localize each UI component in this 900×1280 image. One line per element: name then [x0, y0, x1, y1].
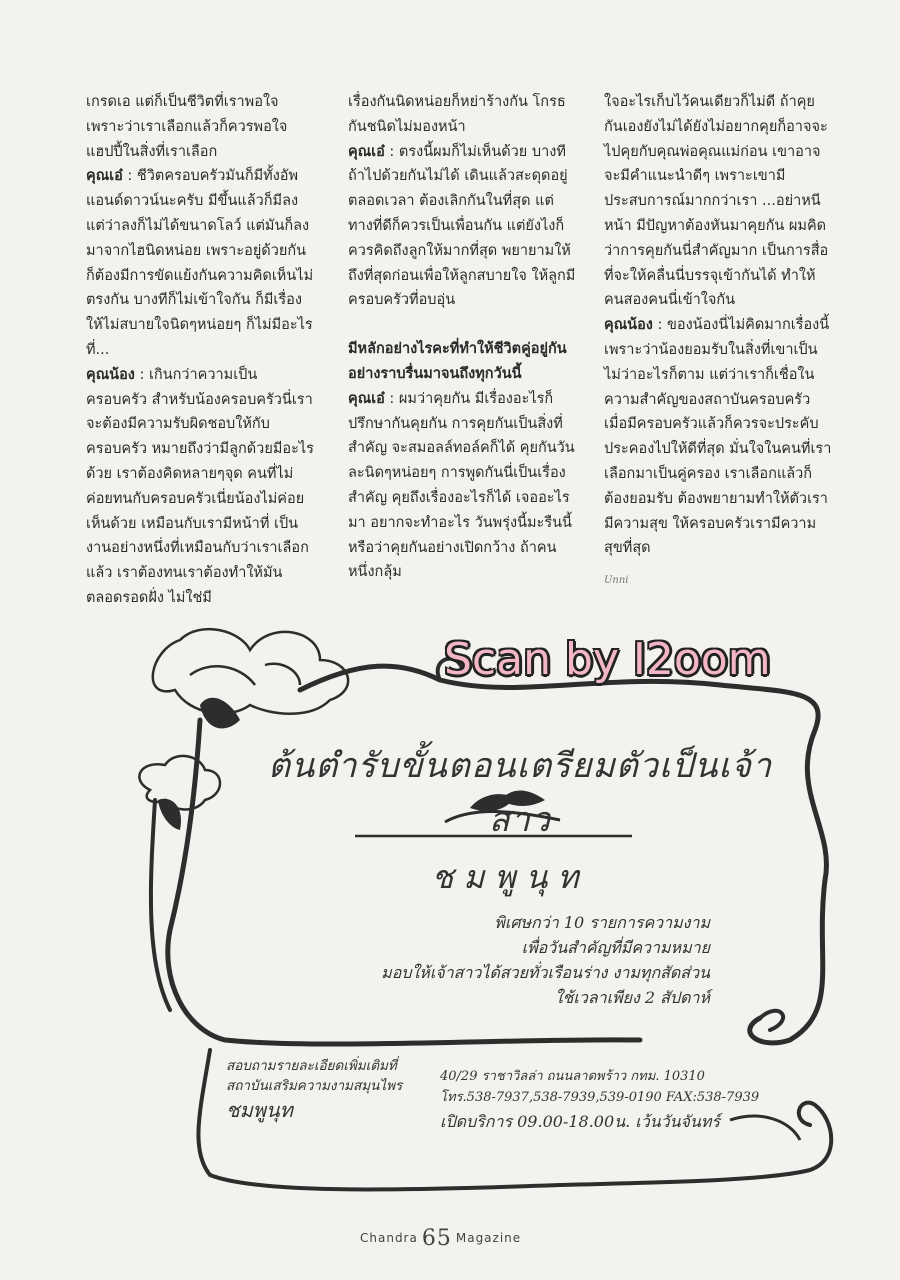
ad-contact-details: [440, 1066, 820, 1136]
paragraph-text: : เกินกว่าความเป็นครอบครัว สำหรับน้องครอบครัวนี่เราจะต้องมีความรับผิดชอบให้กับครอบครัว หมายถึงว่ามีลูกด้วยมีอะไรด้วย เราต้องคิดหลายๆจุด คนที่ไม่ค่อยทนกับครอบครัวเนี่ยน้องไม่ค่อยเห็นด้วย เหมือนกับเรามีหน้าที่ เป็นงานอย่างหนึ่งที่เหมือนกับว่าเราเลือกแล้ว เราต้องทนเราต้องทำให้มันตลอดรอดฝั่ง ไม่ใช่มี: [86, 366, 314, 606]
ad-brand-name: ชมพูนุท: [431, 858, 589, 896]
paragraph-text: : ตรงนี้ผมก็ไม่เห็นด้วย บางทีถ้าไปด้วยกันไม่ได้ เดินแล้วสะดุดอยู่ตลอดเวลา ต้องเลิกกันในที่สุด แต่ทางที่ดีก็ควรเป็นเพื่อนกัน แต่ยังไงก็ควรคิดถึงลูกให้มากที่สุด พยายามให้ถึงที่สุดก่อนเพื่อให้ลูกสบายใจ ให้ลูกมีครอบครัวที่อบอุ่น: [348, 143, 576, 309]
ad-contact-brand: ชมพูนุท: [226, 1098, 293, 1122]
ad-line: พิเศษกว่า 10 รายการความงาม: [494, 913, 710, 932]
paragraph-text: : ของน้องนี่ไม่คิดมากเรื่องนี้ เพราะว่าน้องยอมรับในสิ่งที่เขาเป็นไม่ว่าอะไรก็ตาม แต่ว่าเราก็เชื่อในความสำคัญของสถาบันครอบครัว เมื่อมีครอบครัวแล้วก็ควรจะประคับประคองไปให้ดีที่สุด มั่นใจในคนที่เราเลือกมาเป็นคู่ครอง เราเลือกแล้วก็ต้องยอมรับ ต้องพยายามทำให้ตัวเรามีความสุข ให้ครอบครัวเรามีความสุขที่สุด: [604, 317, 832, 557]
speaker-name: คุณเอ๋: [86, 168, 123, 185]
page-number: 65: [421, 1226, 452, 1251]
ad-address: 40/29 ราชาวิลล่า ถนนลาดพร้าว กทม. 10310: [440, 1069, 705, 1084]
magazine-name-left: Chandra: [360, 1231, 418, 1245]
paragraph-text: : ผมว่าคุยกัน มีเรื่องอะไรก็ปรึกษากันคุยกัน การคุยกันเป็นสิ่งที่สำคัญ จะสมอลล์ทอล์คก็ได้ คุยกันวันละนิดๆหน่อยๆ การพูดกันนี่เป็นเรื่องสำคัญ คุยถึงเรื่องอะไรก็ได้ เจออะไรมา อยากจะทำอะไร วันพรุ่งนี้มะรืนนี้หรือว่าคุยกันอย่างเปิดกว้าง ถ้าคนหนึ่งกลุ้ม: [348, 390, 575, 581]
ad-hours: เปิดบริการ 09.00-18.00น. เว้นวันจันทร์: [440, 1112, 721, 1131]
speaker-name: คุณน้อง: [604, 317, 653, 334]
ad-contact-line: สถาบันเสริมความงามสมุนไพร: [226, 1078, 403, 1094]
ad-line: เพื่อวันสำคัญที่มีความหมาย: [521, 938, 710, 957]
speaker-name: คุณเอ๋: [348, 143, 385, 160]
paragraph: เกรดเอ แต่ก็เป็นชีวิตที่เราพอใจ เพราะว่าเราเลือกแล้วก็ควรพอใจ แฮปปี้ในสิ่งที่เราเลือก: [86, 94, 288, 160]
page-footer: [360, 1226, 600, 1251]
magazine-name-right: Magazine: [455, 1231, 522, 1245]
ad-contact-intro: [226, 1056, 426, 1124]
paragraph: ใจอะไรเก็บไว้คนเดียวก็ไม่ดี ถ้าคุยกันเองยังไม่ได้ยังไม่อยากคุยก็อาจจะไปคุยกับคุณพ่อคุณแม่ก่อน เขาอาจจะมีคำแนะนำดีๆ เพราะเขามีประสบการณ์มากกว่าเรา ...อย่าหนีหน้า มีปัญหาต้องหันมาคุยกัน ผมคิดว่าการคุยกันนี่สำคัญมาก เป็นการสื่อที่จะให้คลื่นนี่บรรจุเข้ากันได้ ทำให้คนสองคนนี่เข้าใจกัน: [604, 94, 829, 309]
ad-line: มอบให้เจ้าสาวได้สวยทั่วเรือนร่าง งามทุกสัดส่วน: [381, 963, 710, 982]
ad-description: [280, 910, 710, 1010]
ad-phone: โทร.538-7937,538-7939,539-0190 FAX:538-7939: [440, 1090, 760, 1105]
ad-line: ใช้เวลาเพียง 2 สัปดาห์: [554, 988, 710, 1007]
paragraph: เรื่องกันนิดหน่อยก็หย่าร้างกัน โกรธกันชนิดไม่มองหน้า: [348, 94, 566, 135]
paragraph-text: : ชีวิตครอบครัวมันก็มีทั้งอัพแอนด์ดาวน์นะครับ มีขึ้นแล้วก็มีลง แต่ว่าลงก็ไม่ได้ขนาดโลว์ แต่มันก็ลงมาจากไฮนิดหน่อย เพราะอยู่ด้วยกันก็ต้องมีการขัดแย้งกันความคิดเห็นไม่ตรงกัน บางทีก็ไม่เข้าใจกัน ก็มีเรื่องให้ไม่สบายใจนิดๆหน่อยๆ ก็ไม่มีอะไรที่...: [86, 168, 314, 358]
ad-contact-line: สอบถามรายละเอียดเพิ่มเติมที่: [226, 1058, 397, 1074]
author-initials: Unni: [604, 575, 629, 587]
question-heading: มีหลักอย่างไรคะที่ทำให้ชีวิตคู่อยู่กันอย่างราบรื่นมาจนถึงทุกวันนี้: [348, 341, 567, 382]
ad-headline: ต้นตำรับขั้นตอนเตรียมตัวเป็นเจ้าสาว: [267, 746, 773, 840]
speaker-name: คุณน้อง: [86, 366, 135, 383]
speaker-name: คุณเอ๋: [348, 390, 385, 407]
scanner-watermark: Scan by I2oom: [444, 634, 771, 685]
